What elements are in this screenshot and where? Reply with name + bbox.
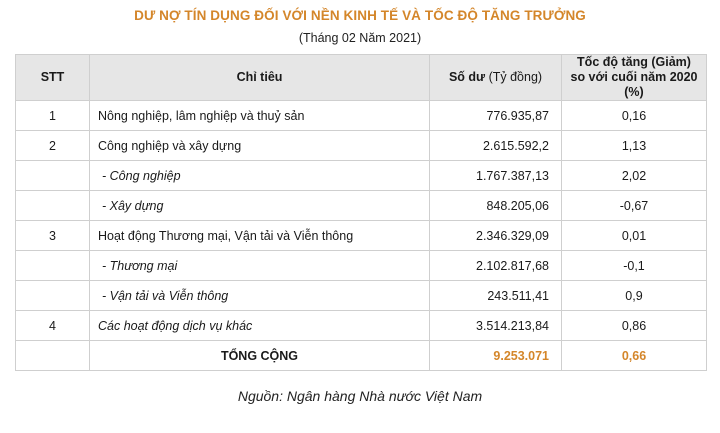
row-stt bbox=[16, 251, 90, 281]
row-rate: 0,01 bbox=[562, 221, 707, 251]
table-row bbox=[16, 131, 707, 161]
row-balance: 2.615.592,2 bbox=[430, 131, 562, 161]
row-name: - Thương mại bbox=[90, 251, 430, 281]
row-name: - Vận tải và Viễn thông bbox=[90, 281, 430, 311]
source-note: Nguồn: Ngân hàng Nhà nước Việt Nam bbox=[237, 388, 483, 404]
total-stt bbox=[16, 341, 90, 371]
row-name: - Xây dựng bbox=[90, 191, 430, 221]
table-row bbox=[16, 281, 707, 311]
row-stt bbox=[16, 191, 90, 221]
table-row bbox=[16, 251, 707, 281]
header-balance-unit: (Tỷ đồng) bbox=[488, 70, 543, 84]
row-rate: 1,13 bbox=[562, 131, 707, 161]
row-name: - Công nghiệp bbox=[90, 161, 430, 191]
row-balance: 2.102.817,68 bbox=[430, 251, 562, 281]
row-stt: 1 bbox=[16, 101, 90, 131]
row-rate: 2,02 bbox=[562, 161, 707, 191]
table-title: DƯ NỢ TÍN DỤNG ĐỐI VỚI NỀN KINH TẾ VÀ TỐC ĐỘ TĂNG TRƯỞNG bbox=[134, 8, 586, 23]
table-row bbox=[16, 191, 707, 221]
header-row bbox=[16, 55, 707, 101]
row-balance: 848.205,06 bbox=[430, 191, 562, 221]
table-row bbox=[16, 161, 707, 191]
row-name: Hoạt động Thương mại, Vận tải và Viễn thông bbox=[90, 221, 430, 251]
header-rate: Tốc độ tăng (Giảm) so với cuối năm 2020 (%) bbox=[562, 55, 707, 101]
row-stt bbox=[16, 281, 90, 311]
row-name: Nông nghiệp, lâm nghiệp và thuỷ sản bbox=[90, 101, 430, 131]
table-row bbox=[16, 101, 707, 131]
total-row bbox=[16, 341, 707, 371]
table-subtitle: (Tháng 02 Năm 2021) bbox=[298, 31, 422, 45]
total-balance: 9.253.071 bbox=[430, 341, 562, 371]
row-rate: 0,86 bbox=[562, 311, 707, 341]
row-balance: 3.514.213,84 bbox=[430, 311, 562, 341]
header-balance-label: Số dư bbox=[448, 70, 486, 84]
row-rate: -0,67 bbox=[562, 191, 707, 221]
row-balance: 2.346.329,09 bbox=[430, 221, 562, 251]
table-row bbox=[16, 221, 707, 251]
row-name: Các hoạt động dịch vụ khác bbox=[90, 311, 430, 341]
row-rate: 0,9 bbox=[562, 281, 707, 311]
row-name: Công nghiệp và xây dựng bbox=[90, 131, 430, 161]
row-stt: 4 bbox=[16, 311, 90, 341]
row-balance: 776.935,87 bbox=[430, 101, 562, 131]
header-name: Chỉ tiêu bbox=[90, 55, 430, 101]
table-row bbox=[16, 311, 707, 341]
header-stt: STT bbox=[16, 55, 90, 101]
credit-table bbox=[15, 54, 707, 371]
total-rate: 0,66 bbox=[562, 341, 707, 371]
row-rate: -0,1 bbox=[562, 251, 707, 281]
total-label: TỔNG CỘNG bbox=[90, 341, 430, 371]
row-stt: 3 bbox=[16, 221, 90, 251]
row-balance: 1.767.387,13 bbox=[430, 161, 562, 191]
row-stt bbox=[16, 161, 90, 191]
header-balance bbox=[430, 55, 562, 101]
row-balance: 243.511,41 bbox=[430, 281, 562, 311]
row-stt: 2 bbox=[16, 131, 90, 161]
row-rate: 0,16 bbox=[562, 101, 707, 131]
